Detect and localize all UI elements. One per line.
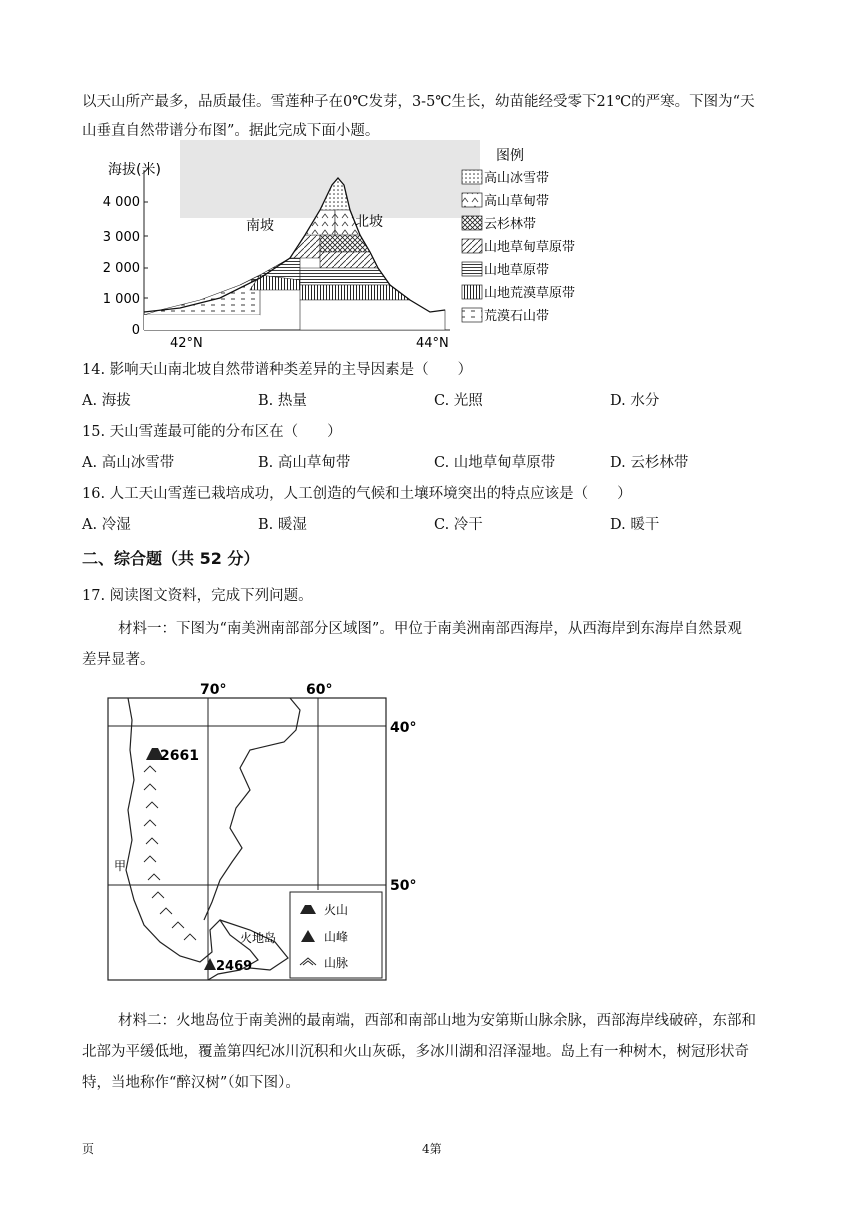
material-1-line-1: 材料一：下图为“南美洲南部部分区域图”。甲位于南美洲南部西海岸，从西海岸到东海岸自然景观 xyxy=(118,621,742,637)
lon-60-label: 60° xyxy=(306,682,333,698)
zone-steppe-north xyxy=(300,268,390,285)
zone-spruce-north xyxy=(320,235,370,252)
legend-swatch-steppe xyxy=(462,262,482,276)
lat-50-label: 50° xyxy=(390,878,417,894)
footer-left: 页 xyxy=(82,1142,95,1156)
q15-option-b[interactable]: B. 高山草甸带 xyxy=(258,455,351,471)
material-1-line-2: 差异显著。 xyxy=(82,652,155,668)
section-2-heading: 二、综合题（共 52 分） xyxy=(82,549,260,568)
legend-label-meadow: 高山草甸带 xyxy=(484,194,550,209)
q15-option-a[interactable]: A. 高山冰雪带 xyxy=(82,455,175,471)
y-tick-3000: 3 000 xyxy=(102,230,140,245)
lon-70-label: 70° xyxy=(200,682,227,698)
material-2-line-2: 北部为平缓低地，覆盖第四纪冰川沉积和火山灰砾，多冰川湖和沼泽湿地。岛上有一种树木，树冠形状奇 xyxy=(82,1044,749,1060)
legend-items xyxy=(462,170,575,324)
q16-option-c[interactable]: C. 冷干 xyxy=(434,517,483,533)
q14-option-c[interactable]: C. 光照 xyxy=(434,393,483,409)
legend-swatch-meadow xyxy=(462,193,482,207)
legend-swatch-desert xyxy=(462,308,482,322)
q16-option-d[interactable]: D. 暖干 xyxy=(610,517,660,533)
intro-line-1: 以天山所产最多，品质最佳。雪莲种子在0℃发芽，3-5℃生长，幼苗能经受零下21℃的严寒。下图为“天 xyxy=(82,94,755,110)
intro-line-2: 山垂直自然带谱分布图”。据此完成下面小题。 xyxy=(82,123,380,139)
south-slope-label: 南坡 xyxy=(246,218,274,234)
material-2-line-3: 特，当地称作“醉汉树”（如下图）。 xyxy=(82,1075,300,1091)
y-tick-2000: 2 000 xyxy=(102,261,140,276)
lat-40-label: 40° xyxy=(390,720,417,736)
legend-swatch-spruce xyxy=(462,216,482,230)
legend-title: 图例 xyxy=(496,148,524,164)
legend-swatch-meadow-steppe xyxy=(462,239,482,253)
legend-label-meadow-steppe: 山地草甸草原带 xyxy=(484,240,576,255)
legend-swatch-ice xyxy=(462,170,482,184)
question-14-stem: 14. 影响天山南北坡自然带谱种类差异的主导因素是（ ） xyxy=(82,362,473,378)
legend-peak-label: 山峰 xyxy=(324,930,349,944)
q14-option-b[interactable]: B. 热量 xyxy=(258,393,307,409)
question-16-stem: 16. 人工天山雪莲已栽培成功，人工创造的气候和土壤环境突出的特点应该是（ ） xyxy=(82,486,632,502)
zone-meadow-steppe-south xyxy=(290,235,320,258)
legend-volcano-label: 火山 xyxy=(324,903,349,917)
zone-meadow-steppe-north xyxy=(320,252,378,268)
jia-label: 甲 xyxy=(114,859,127,873)
legend-range-label: 山脉 xyxy=(324,956,349,970)
x-tick-44N: 44°N xyxy=(416,336,449,350)
north-slope-label: 北坡 xyxy=(355,214,383,230)
question-17-stem: 17. 阅读图文资料，完成下列问题。 xyxy=(82,588,313,604)
q14-option-d[interactable]: D. 水分 xyxy=(610,393,660,409)
y-axis-label: 海拔(米) xyxy=(108,162,161,178)
zone-desert-north xyxy=(300,300,445,330)
material-2-line-1: 材料二：火地岛位于南美洲的最南端，西部和南部山地为安第斯山脉余脉，西部海岸线破碎，东部和 xyxy=(118,1013,756,1029)
tierra-del-fuego-label: 火地岛 xyxy=(240,931,277,945)
legend-label-steppe: 山地草原带 xyxy=(484,263,550,278)
question-15-stem: 15. 天山雪莲最可能的分布区在（ ） xyxy=(82,424,342,440)
zone-desert-south xyxy=(144,275,260,315)
q15-option-c[interactable]: C. 山地草甸草原带 xyxy=(434,455,556,471)
tianshan-zone-figure xyxy=(100,140,600,350)
footer-page-number: 4第 xyxy=(422,1142,442,1156)
south-america-map xyxy=(100,680,440,990)
q15-option-d[interactable]: D. 云杉林带 xyxy=(610,455,689,471)
legend-label-desert-steppe: 山地荒漠草原带 xyxy=(484,286,576,301)
legend-label-spruce: 云杉林带 xyxy=(484,217,537,232)
legend-swatch-desert-steppe xyxy=(462,285,482,299)
legend-label-ice: 高山冰雪带 xyxy=(484,171,550,186)
y-tick-4000: 4 000 xyxy=(102,195,140,210)
peak-2469-label: 2469 xyxy=(216,959,253,974)
peak-2661-label: 2661 xyxy=(160,748,199,764)
q14-option-a[interactable]: A. 海拔 xyxy=(82,393,131,409)
q16-option-b[interactable]: B. 暖湿 xyxy=(258,517,307,533)
y-tick-0: 0 xyxy=(131,323,140,338)
legend-label-desert: 荒漠石山带 xyxy=(484,309,550,324)
x-tick-42N: 42°N xyxy=(170,336,203,350)
y-tick-1000: 1 000 xyxy=(102,292,140,307)
q16-option-a[interactable]: A. 冷湿 xyxy=(82,517,131,533)
